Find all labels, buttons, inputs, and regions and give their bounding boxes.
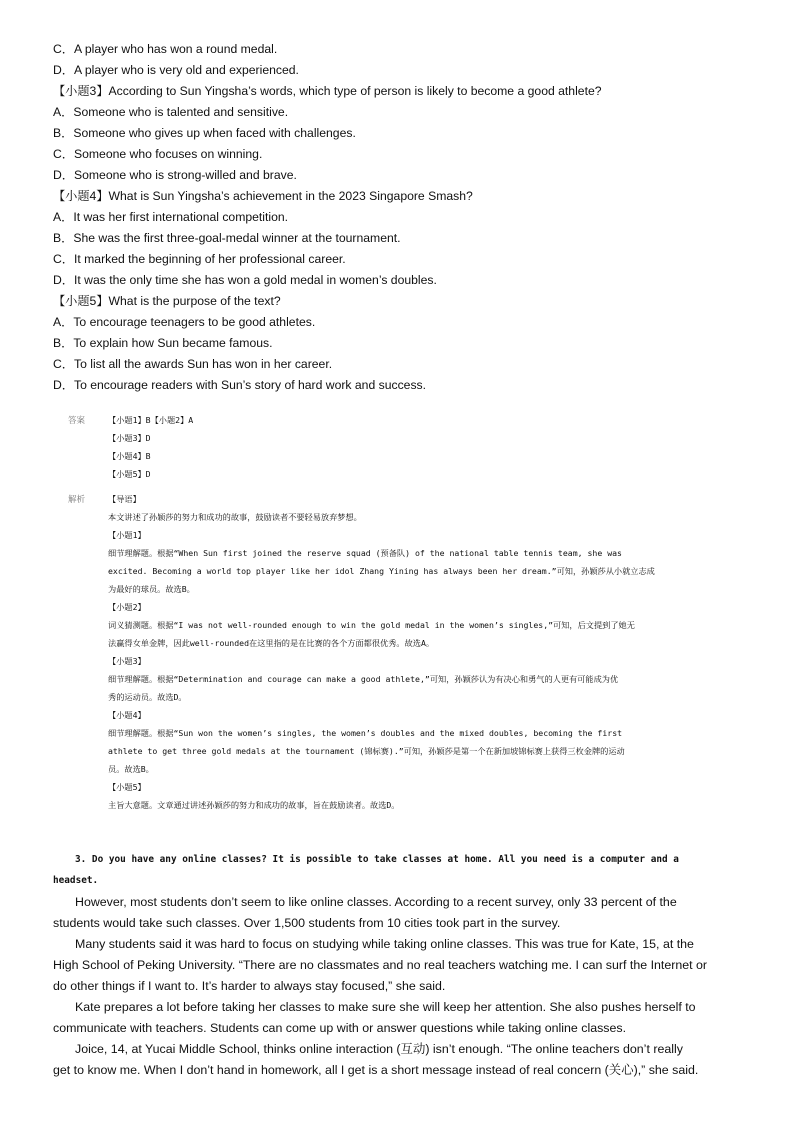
analysis-line: 【小题4】: [108, 710, 146, 720]
analysis-line: 【导语】: [108, 494, 141, 504]
question-4: 【小题4】What is Sun Yingsha’s achievement in the 2023 Singapore Smash?: [53, 189, 473, 203]
option-b-q3: B．Someone who gives up when faced with challenges.: [53, 126, 356, 140]
passage-heading-cont: headset.: [53, 875, 99, 886]
passage-heading: 3. Do you have any online classes? It is possible to take classes at home. All you need is a computer and a: [75, 854, 679, 865]
passage-line: High School of Peking University. “There are no classmates and no real teachers watching me. I can surf the Internet or: [53, 958, 708, 972]
option-d-q4: D．It was the only time she has won a gold medal in women’s doubles.: [53, 273, 437, 287]
passage-line: communicate with teachers. Students can come up with or answer questions while taking online classes.: [53, 1021, 627, 1035]
analysis-line: 细节理解题。根据“Sun won the women’s singles, the women’s doubles and the mixed doubles, becoming the first: [108, 728, 623, 738]
analysis-line: 【小题3】: [108, 656, 146, 666]
analysis-line: 秀的运动员。故选D。: [108, 692, 187, 702]
option-d-q2: D．A player who is very old and experienced.: [53, 63, 299, 77]
passage-line: Joice, 14, at Yucai Middle School, thinks online interaction (互动) isn’t enough. “The online teachers don’t really: [75, 1042, 683, 1056]
analysis-line: 主旨大意题。文章通过讲述孙颖莎的努力和成功的故事，旨在鼓励读者。故选D。: [108, 800, 400, 810]
analysis-line: 细节理解题。根据“When Sun first joined the reserve squad (预备队) of the national table tennis team, she was: [108, 548, 622, 558]
analysis-line: 为最好的球员。故选B。: [108, 584, 195, 594]
passage-line: Many students said it was hard to focus on studying while taking online classes. This was true for Kate, 15, at the: [75, 937, 694, 951]
option-b-q5: B．To explain how Sun became famous.: [53, 336, 273, 350]
passage-line: Kate prepares a lot before taking her classes to make sure she will keep her attention. She also pushes herself to: [75, 1000, 696, 1014]
analysis-line: excited. Becoming a world top player like her idol Zhang Yining has always been her dream.”可知，孙颖莎从小就立志成: [108, 566, 655, 576]
passage-line: students would take such classes. Over 1,500 students from 10 cities took part in the survey.: [53, 916, 561, 930]
question-3: 【小题3】According to Sun Yingsha’s words, which type of person is likely to become a good athlete?: [53, 84, 602, 98]
analysis-line: 法赢得女单金牌，因此well-rounded在这里指的是在比赛的各个方面都很优秀。故选A。: [108, 638, 435, 648]
analysis-line: 细节理解题。根据“Determination and courage can make a good athlete,”可知，孙颖莎认为有决心和勇气的人更有可能成为优: [108, 674, 619, 684]
option-a-q3: A．Someone who is talented and sensitive.: [53, 105, 289, 119]
option-c-q2: C．A player who has won a round medal.: [53, 42, 278, 56]
option-a-q5: A．To encourage teenagers to be good athletes.: [53, 315, 316, 329]
analysis-line: 【小题5】: [108, 782, 146, 792]
analysis-line: 【小题1】: [108, 530, 146, 540]
option-d-q3: D．Someone who is strong-willed and brave.: [53, 168, 297, 182]
question-5: 【小题5】What is the purpose of the text?: [53, 294, 281, 308]
option-b-q4: B．She was the first three-goal-medal winner at the tournament.: [53, 231, 401, 245]
passage-line: get to know me. When I don’t hand in homework, all I get is a short message instead of real concern (关心),” she said.: [53, 1063, 699, 1077]
analysis-label: 解析: [68, 495, 86, 505]
option-a-q4: A．It was her first international competition.: [53, 210, 289, 224]
analysis-line: 本文讲述了孙颖莎的努力和成功的故事，鼓励读者不要轻易放弃梦想。: [108, 512, 362, 522]
analysis-line: 【小题2】: [108, 602, 146, 612]
analysis-line: 员。故选B。: [108, 764, 154, 774]
answer-line: 【小题4】B: [108, 451, 151, 461]
analysis-line: 词义猜测题。根据“I was not well-rounded enough to win the gold medal in the women’s singles,”可知，后文提到了她无: [108, 620, 635, 630]
passage-line: However, most students don’t seem to like online classes. According to a recent survey, only 33 percent of the: [75, 895, 677, 909]
option-c-q5: C．To list all the awards Sun has won in her career.: [53, 357, 333, 371]
answer-label: 答案: [68, 416, 86, 426]
answer-line: 【小题5】D: [108, 469, 151, 479]
answer-line: 【小题1】B【小题2】A: [108, 415, 194, 425]
analysis-line: athlete to get three gold medals at the tournament (锦标赛).”可知，孙颖莎是第一个在新加坡锦标赛上获得三枚金牌的运动: [108, 746, 625, 756]
option-d-q5: D．To encourage readers with Sun’s story of hard work and success.: [53, 378, 427, 392]
option-c-q3: C．Someone who focuses on winning.: [53, 147, 263, 161]
option-c-q4: C．It marked the beginning of her professional career.: [53, 252, 346, 266]
passage-line: do other things if I want to. It’s harder to always stay focused,” she said.: [53, 979, 446, 993]
answer-line: 【小题3】D: [108, 433, 151, 443]
